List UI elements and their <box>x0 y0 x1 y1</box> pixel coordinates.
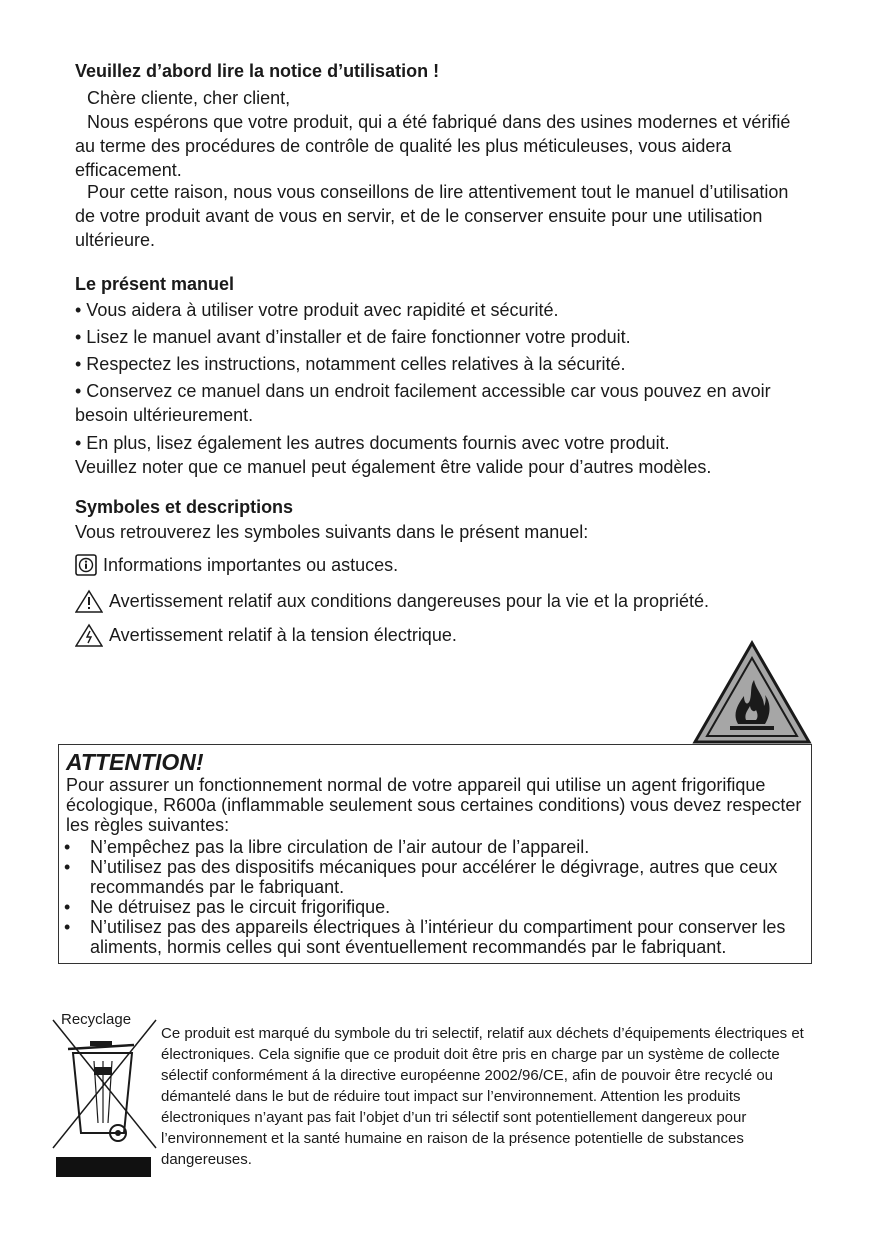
page-heading: Veuillez d’abord lire la notice d’utilisation ! <box>75 61 440 81</box>
attention-text: Pour assurer un fonctionnement normal de votre appareil qui utilise un agent frigorifique écologique, R600a (inflammable seulement sous certaines conditions) vous devez respecter les règles suivantes: <box>66 775 802 835</box>
flammable-warning-sign <box>692 640 812 745</box>
bullet-icon: • <box>64 917 71 937</box>
recycling-text: Ce produit est marqué du symbole du tri selectif, relatif aux déchets d’équipements électriques et électroniques. Cela signifie que ce produit doit être pris en charge par un système de collecte sélectif conformément á la directive européenne 2002/96/CE, afin de pouvoir être recyclé ou démantelé dans le but de réduire tout impact sur l’environnement. Attention les produits électroniques n’ayant pas fait l’objet d’un tri sélectif sont potentiellement dangereux pour l’environnement et la santé humaine en raison de la présence potentielle de substances dangereuses. <box>161 1025 804 1168</box>
attention-box <box>58 744 812 964</box>
attention-list <box>59 837 811 957</box>
attention-item: • Ne détruisez pas le circuit frigorifique. <box>64 897 391 917</box>
manual-note: Veuillez noter que ce manuel peut également être valide pour d’autres modèles. <box>75 457 712 477</box>
symbol-row-warning <box>75 589 709 613</box>
weee-bin-icon <box>50 1015 160 1180</box>
symbol-row-electric <box>75 623 457 647</box>
manual-item: • En plus, lisez également les autres documents fournis avec votre produit. <box>75 433 670 453</box>
intro-paragraph-1: Nous espérons que votre produit, qui a été fabriqué dans des usines modernes et vérifié au terme des procédures de contrôle de qualité les plus méticuleuses, vous aidera efficacement. <box>75 112 791 180</box>
attention-item: • N’empêchez pas la libre circulation de l’air autour de l’appareil. <box>64 837 590 857</box>
symbol-text: Avertissement relatif à la tension électrique. <box>109 625 457 645</box>
electric-warning-icon <box>75 623 103 647</box>
bullet-icon: • <box>64 897 71 917</box>
symbol-row-info <box>75 553 398 577</box>
symbol-text: Informations importantes ou astuces. <box>103 555 399 575</box>
symbols-intro: Vous retrouverez les symboles suivants dans le présent manuel: <box>75 522 589 542</box>
greeting: Chère cliente, cher client, <box>87 88 291 108</box>
intro-paragraph-2: Pour cette raison, nous vous conseillons de lire attentivement tout le manuel d’utilisation de votre produit avant de vous en servir, et de le conserver ensuite pour une utilisation ultérieure. <box>75 182 789 250</box>
manual-item: • Respectez les instructions, notamment celles relatives à la sécurité. <box>75 354 626 374</box>
symbols-heading: Symboles et descriptions <box>75 497 294 517</box>
bullet-icon: • <box>64 837 71 857</box>
attention-item: • N’utilisez pas des appareils électriques à l’intérieur du compartiment pour conserver les aliments, hormis celles qui sont éventuellement recommandés par le fabriquant. <box>64 917 786 957</box>
manual-item: • Conservez ce manuel dans un endroit facilement accessible car vous pouvez en avoir besoin ultérieurement. <box>75 381 771 425</box>
manual-heading: Le présent manuel <box>75 274 235 294</box>
recycling-label: Recyclage <box>61 1011 132 1028</box>
bullet-icon: • <box>64 857 71 877</box>
info-icon <box>75 554 97 576</box>
symbol-text: Avertissement relatif aux conditions dangereuses pour la vie et la propriété. <box>109 591 710 611</box>
manual-item: • Vous aidera à utiliser votre produit avec rapidité et sécurité. <box>75 300 559 320</box>
attention-item: • N’utilisez pas des dispositifs mécaniques pour accélérer le dégivrage, autres que ceux recommandés par le fabriquant. <box>64 857 778 897</box>
attention-title: ATTENTION! <box>66 749 204 775</box>
warning-icon <box>75 589 103 613</box>
manual-item: • Lisez le manuel avant d’installer et de faire fonctionner votre produit. <box>75 327 631 347</box>
